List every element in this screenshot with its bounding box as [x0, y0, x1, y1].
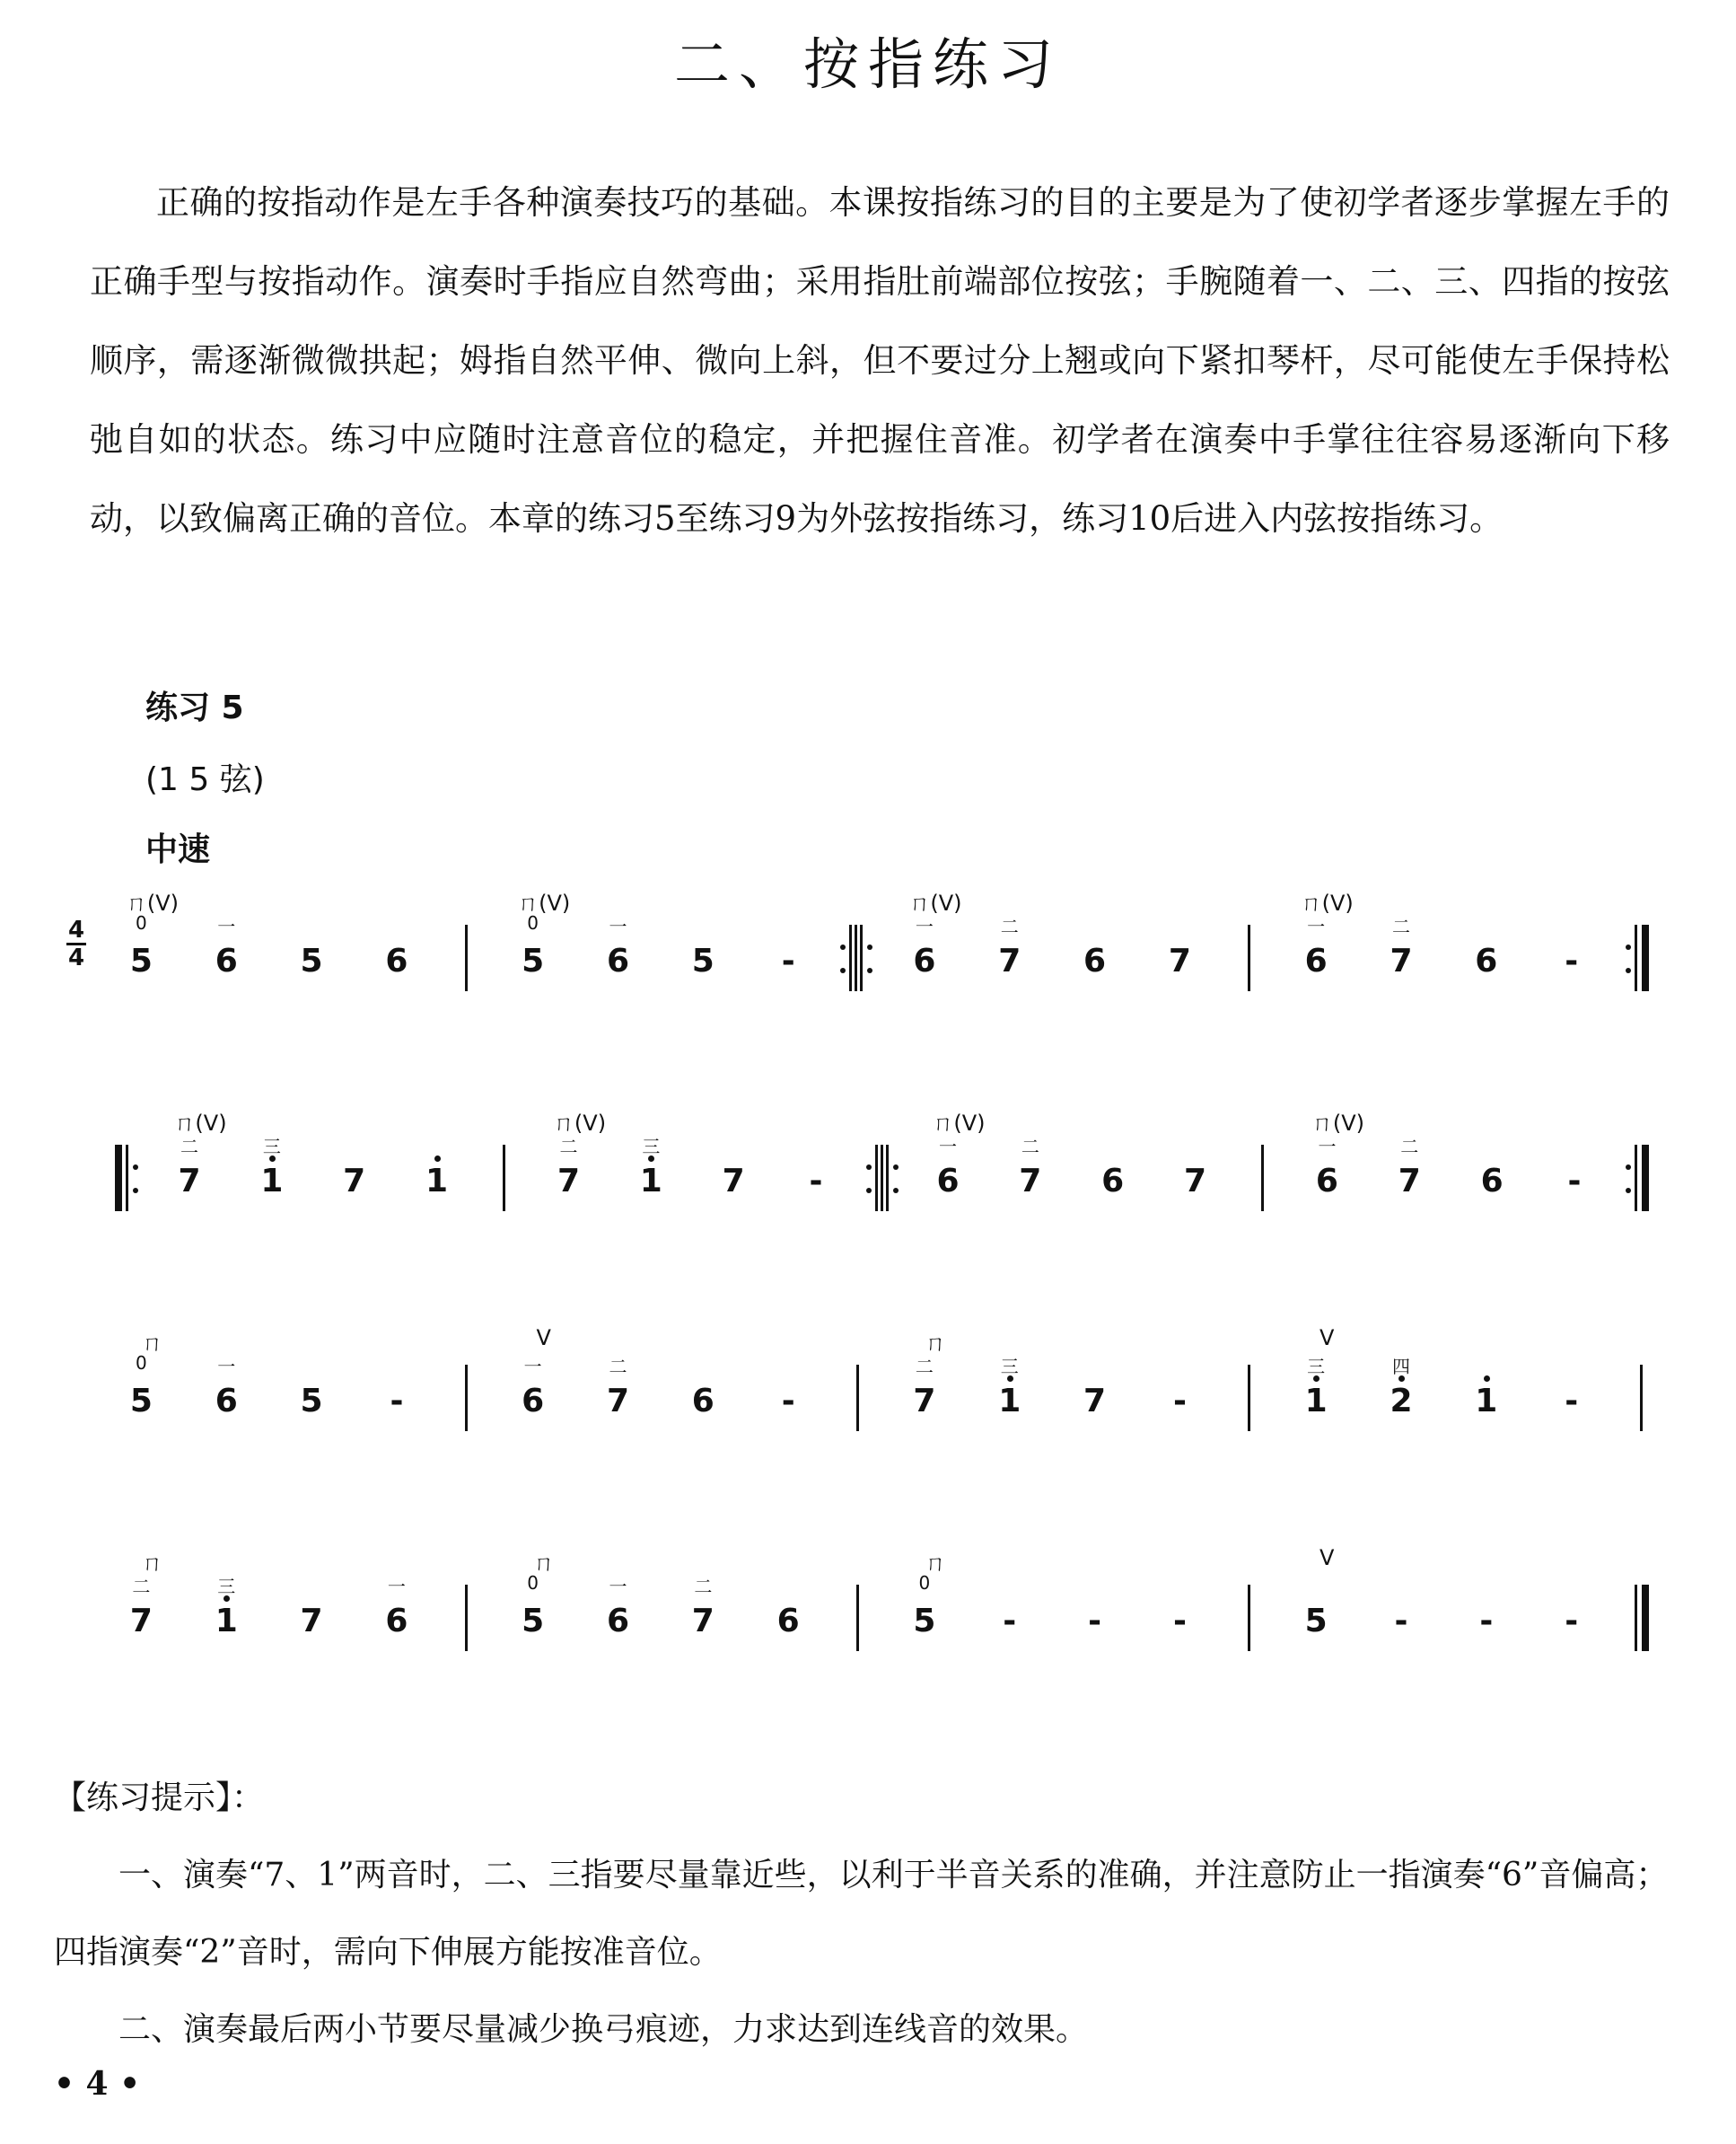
jianpu-note: - [1088, 1603, 1102, 1639]
fingering-mark: 0 [136, 1352, 147, 1374]
barline [886, 1145, 889, 1211]
fingering-mark: 二 [915, 1356, 934, 1377]
practice-tips [54, 1760, 1679, 2069]
jianpu-note: 6 [385, 1603, 408, 1639]
fingering-mark: 0 [527, 912, 539, 934]
barline [881, 1145, 883, 1211]
time-signature [63, 918, 90, 971]
barline [503, 1145, 505, 1211]
jianpu-note: 7 [343, 1163, 366, 1199]
barline [855, 925, 857, 991]
fingering-mark: 一 [1307, 916, 1326, 937]
jianpu-note: 6 [936, 1163, 960, 1199]
bowing-mark: ㄇ [141, 1551, 163, 1576]
bowing-mark: ㄇ(V) [908, 891, 962, 916]
fingering-mark: 一 [387, 1576, 406, 1597]
exercise-tuning: (1 5 弦) [145, 761, 265, 798]
jianpu-note: 1 [1475, 1383, 1498, 1419]
fingering-mark: 二 [1021, 1136, 1039, 1157]
fingering-mark: 0 [527, 1572, 539, 1594]
jianpu-note: 1 [260, 1163, 284, 1199]
jianpu-note: - [1394, 1603, 1408, 1639]
jianpu-note: - [781, 1383, 795, 1419]
barline [860, 925, 863, 991]
fingering-mark: 三 [1000, 1356, 1019, 1377]
jianpu-note: - [1003, 1603, 1017, 1639]
fingering-mark: 一 [1318, 1136, 1337, 1157]
barline [856, 1365, 859, 1431]
time-signature-top: 4 [67, 917, 85, 944]
barline [1640, 1365, 1643, 1431]
jianpu-note: 7 [1183, 1163, 1207, 1199]
jianpu-note: 5 [691, 943, 715, 980]
jianpu-note: - [1565, 1603, 1579, 1639]
jianpu-note: 2 [1390, 1383, 1413, 1419]
barline [465, 1585, 468, 1651]
jianpu-note: 6 [215, 1383, 238, 1419]
bowing-mark: V [536, 1325, 551, 1350]
jianpu-note: - [1172, 1383, 1187, 1419]
fingering-mark: 二 [1000, 916, 1019, 937]
jianpu-note: 7 [300, 1603, 323, 1639]
fingering-mark: 一 [609, 916, 627, 937]
tips-heading: 【练习提示】： [54, 1779, 265, 1816]
repeat-dot [867, 945, 872, 950]
barline [465, 1365, 468, 1431]
jianpu-note: - [781, 943, 795, 980]
barline [1248, 925, 1250, 991]
jianpu-note: 5 [129, 943, 153, 980]
jianpu-note: 7 [1390, 943, 1413, 980]
barline [465, 925, 468, 991]
jianpu-note: 6 [1101, 1163, 1125, 1199]
barline [1248, 1365, 1250, 1431]
barline [1642, 1585, 1649, 1651]
bowing-mark: ㄇ(V) [1300, 891, 1354, 916]
jianpu-note: 7 [1019, 1163, 1042, 1199]
fingering-mark: 二 [132, 1576, 151, 1597]
jianpu-note: 6 [606, 1603, 630, 1639]
fingering-mark: 一 [217, 916, 236, 937]
jianpu-note: 6 [1480, 1163, 1504, 1199]
barline [1642, 925, 1649, 991]
barline [1248, 1585, 1250, 1651]
jianpu-note: 5 [300, 1383, 323, 1419]
jianpu-note: 6 [385, 943, 408, 980]
jianpu-note: 6 [691, 1383, 715, 1419]
jianpu-note: 7 [722, 1163, 745, 1199]
tip-item: 一、演奏“7、1”两音时，二、三指要尽量靠近些，以利于半音关系的准确，并注意防止一指演奏“6”音偏高；四指演奏“2”音时，需向下伸展方能按准音位。 [54, 1857, 1669, 1971]
jianpu-note: 7 [1398, 1163, 1421, 1199]
jianpu-note: 7 [557, 1163, 581, 1199]
jianpu-note: - [390, 1383, 404, 1419]
jianpu-note: 1 [998, 1383, 1021, 1419]
jianpu-note: 7 [1168, 943, 1191, 980]
jianpu-note: 6 [1083, 943, 1107, 980]
fingering-mark: 一 [609, 1576, 627, 1597]
jianpu-note: - [1565, 943, 1579, 980]
barline [126, 1145, 128, 1211]
jianpu-note: - [1567, 1163, 1582, 1199]
barline [1635, 1585, 1637, 1651]
jianpu-note: 6 [913, 943, 936, 980]
jianpu-note: 5 [522, 1603, 545, 1639]
repeat-dot [866, 1188, 872, 1193]
fingering-mark: 三 [262, 1136, 281, 1157]
bowing-mark: ㄇ(V) [552, 1111, 607, 1136]
bowing-mark: ㄇ(V) [1311, 1111, 1365, 1136]
tip-item: 二、演奏最后两小节要尽量减少换弓痕迹，力求达到连线音的效果。 [118, 2011, 1089, 2048]
jianpu-note: 1 [639, 1163, 662, 1199]
barline [849, 925, 852, 991]
jianpu-note: 6 [1304, 943, 1328, 980]
repeat-dot [866, 1164, 872, 1170]
time-signature-bottom: 4 [67, 945, 85, 971]
jianpu-note: 7 [178, 1163, 201, 1199]
bowing-mark: ㄇ [924, 1551, 946, 1576]
jianpu-note: - [1565, 1383, 1579, 1419]
jianpu-note: 5 [129, 1383, 153, 1419]
fingering-mark: 二 [180, 1136, 199, 1157]
repeat-dot [133, 1188, 138, 1193]
barline [1635, 925, 1637, 991]
barline [856, 1585, 859, 1651]
fingering-mark: 一 [915, 916, 934, 937]
fingering-mark: 二 [694, 1576, 713, 1597]
bowing-mark: ㄇ [924, 1331, 946, 1356]
jianpu-note: - [1172, 1603, 1187, 1639]
jianpu-note: 7 [129, 1603, 153, 1639]
repeat-dot [1626, 968, 1631, 973]
repeat-dot [893, 1164, 899, 1170]
exercise-tempo: 中速 [145, 831, 211, 868]
bowing-mark: ㄇ [141, 1331, 163, 1356]
jianpu-note: 1 [425, 1163, 449, 1199]
jianpu-note: 5 [1304, 1603, 1328, 1639]
repeat-dot [1626, 945, 1631, 950]
page-number: • 4 • [54, 2065, 141, 2103]
fingering-mark: 一 [938, 1136, 957, 1157]
jianpu-note: 6 [776, 1603, 800, 1639]
fingering-mark: 二 [1400, 1136, 1419, 1157]
fingering-mark: 一 [217, 1356, 236, 1377]
jianpu-note: 5 [300, 943, 323, 980]
intro-text: 正确的按指动作是左手各种演奏技巧的基础。本课按指练习的目的主要是为了使初学者逐步掌握左手的正确手型与按指动作。演奏时手指应自然弯曲；采用指肚前端部位按弦；手腕随着一、二、三、四指的按弦顺序，需逐渐微微拱起；姆指自然平伸、微向上斜，但不要过分上翘或向下紧扣琴杆，尽可能使左手保持松弛自如的状态。练习中应随时注意音位的稳定，并把握住音准。初学者在演奏中手掌往往容易逐渐向下移动，以致偏离正确的音位。本章的练习5至练习9为外弦按指练习，练习10后进入内弦按指练习。 [90, 183, 1670, 538]
repeat-dot [840, 968, 846, 973]
jianpu-note: 1 [215, 1603, 238, 1639]
jianpu-note: - [809, 1163, 823, 1199]
jianpu-note: 6 [606, 943, 630, 980]
jianpu-note: 7 [691, 1603, 715, 1639]
fingering-mark: 二 [609, 1356, 627, 1377]
jianpu-note: - [1479, 1603, 1494, 1639]
repeat-dot [893, 1188, 899, 1193]
repeat-dot [867, 968, 872, 973]
fingering-mark: 0 [918, 1572, 931, 1594]
bowing-mark: ㄇ(V) [517, 891, 571, 916]
bowing-mark: V [1319, 1325, 1335, 1350]
fingering-mark: 二 [559, 1136, 578, 1157]
repeat-dot [1626, 1188, 1631, 1193]
jianpu-note: 6 [522, 1383, 545, 1419]
fingering-mark: 三 [217, 1576, 236, 1597]
fingering-mark: 0 [136, 912, 147, 934]
jianpu-note: 5 [913, 1603, 936, 1639]
bowing-mark: V [1319, 1545, 1335, 1570]
jianpu-note: 5 [522, 943, 545, 980]
jianpu-note: 7 [913, 1383, 936, 1419]
fingering-mark: 二 [1392, 916, 1410, 937]
barline [115, 1145, 122, 1211]
fingering-mark: 一 [523, 1356, 542, 1377]
intro-paragraph [90, 163, 1670, 558]
repeat-dot [133, 1164, 138, 1170]
jianpu-note: 1 [1304, 1383, 1328, 1419]
bowing-mark: ㄇ(V) [125, 891, 179, 916]
repeat-dot [840, 945, 846, 950]
page-title: 二、按指练习 [673, 31, 1062, 97]
fingering-mark: 四 [1392, 1356, 1410, 1377]
exercise-label: 练习 5 [145, 690, 244, 726]
barline [1261, 1145, 1264, 1211]
barline [875, 1145, 878, 1211]
octave-dot [1484, 1375, 1490, 1382]
fingering-mark: 三 [642, 1136, 661, 1157]
jianpu-note: 6 [1475, 943, 1498, 980]
bowing-mark: ㄇ [532, 1551, 555, 1576]
barline [1635, 1145, 1637, 1211]
jianpu-note: 6 [215, 943, 238, 980]
fingering-mark: 三 [1307, 1356, 1326, 1377]
jianpu-note: 7 [606, 1383, 630, 1419]
jianpu-note: 7 [1083, 1383, 1107, 1419]
jianpu-note: 6 [1315, 1163, 1338, 1199]
jianpu-note: 7 [998, 943, 1021, 980]
repeat-dot [1626, 1164, 1631, 1170]
bowing-mark: ㄇ(V) [173, 1111, 227, 1136]
octave-dot [434, 1155, 441, 1162]
barline [1642, 1145, 1649, 1211]
bowing-mark: ㄇ(V) [932, 1111, 986, 1136]
